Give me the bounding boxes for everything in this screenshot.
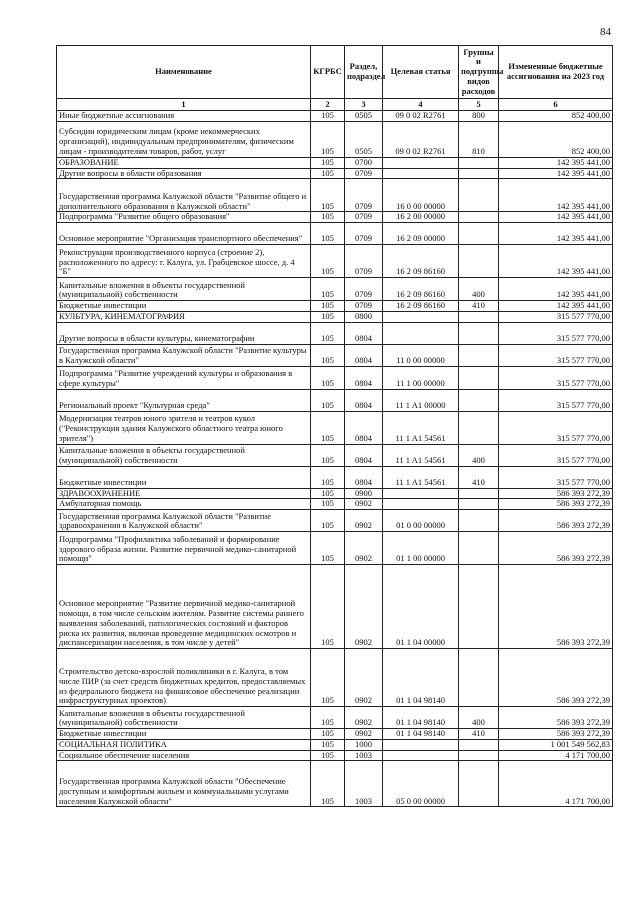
cell-target bbox=[383, 168, 459, 179]
cell-section: 0902 bbox=[345, 729, 383, 740]
cell-section: 0709 bbox=[345, 223, 383, 245]
cell-name: Государственная программа Калужской области "Обеспечение доступным и комфортным жильем и коммунальными услугами населения Калужской области" bbox=[57, 761, 311, 807]
table-row bbox=[57, 322, 613, 344]
cell-section: 0804 bbox=[345, 366, 383, 389]
cell-amount: 142 395 441,00 bbox=[499, 223, 613, 245]
cell-kgrbs: 105 bbox=[311, 212, 345, 223]
cell-group: 410 bbox=[459, 729, 499, 740]
cell-amount: 586 393 272,39 bbox=[499, 488, 613, 499]
cell-target: 01 1 04 00000 bbox=[383, 565, 459, 649]
cell-kgrbs: 105 bbox=[311, 729, 345, 740]
cell-section: 0902 bbox=[345, 510, 383, 532]
cell-group bbox=[459, 245, 499, 278]
cell-name: Амбулаторная помощь bbox=[57, 499, 311, 510]
cell-amount: 142 395 441,00 bbox=[499, 157, 613, 168]
cell-group bbox=[459, 649, 499, 707]
header-amount: Измененные бюджетные ассигнования на 2023 год bbox=[499, 46, 613, 99]
cell-section: 0902 bbox=[345, 707, 383, 729]
cell-target: 01 0 00 00000 bbox=[383, 510, 459, 532]
cell-section: 1000 bbox=[345, 739, 383, 750]
cell-kgrbs: 105 bbox=[311, 223, 345, 245]
cell-group bbox=[459, 157, 499, 168]
cell-kgrbs: 105 bbox=[311, 761, 345, 807]
cell-group bbox=[459, 179, 499, 212]
cell-name: Субсидии юридическим лицам (кроме некоммерческих организаций), индивидуальным предпринимателям, физическим лицам - производителям товаров, работ, услуг bbox=[57, 121, 311, 157]
page-number: 84 bbox=[600, 26, 611, 38]
header-section: Раздел, подраздел bbox=[345, 46, 383, 99]
cell-group: 410 bbox=[459, 466, 499, 488]
column-number: 2 bbox=[311, 99, 345, 111]
cell-name: Другие вопросы в области культуры, кинематографии bbox=[57, 322, 311, 344]
table-row bbox=[57, 411, 613, 444]
cell-target bbox=[383, 322, 459, 344]
cell-section: 0505 bbox=[345, 111, 383, 122]
table-row bbox=[57, 157, 613, 168]
cell-name: Капитальные вложения в объекты государственной (муниципальной) собственности bbox=[57, 444, 311, 466]
cell-group bbox=[459, 532, 499, 565]
cell-kgrbs: 105 bbox=[311, 444, 345, 466]
table-row bbox=[57, 168, 613, 179]
cell-section: 0900 bbox=[345, 488, 383, 499]
cell-section: 0902 bbox=[345, 499, 383, 510]
cell-group: 810 bbox=[459, 121, 499, 157]
cell-section: 0700 bbox=[345, 157, 383, 168]
cell-target: 11 0 00 00000 bbox=[383, 344, 459, 366]
cell-section: 1003 bbox=[345, 750, 383, 761]
cell-section: 0709 bbox=[345, 278, 383, 301]
table-row bbox=[57, 278, 613, 301]
column-number: 1 bbox=[57, 99, 311, 111]
table-row bbox=[57, 111, 613, 122]
cell-target: 01 1 04 98140 bbox=[383, 707, 459, 729]
table-row bbox=[57, 510, 613, 532]
table-row bbox=[57, 223, 613, 245]
cell-name: КУЛЬТУРА, КИНЕМАТОГРАФИЯ bbox=[57, 311, 311, 322]
cell-amount: 315 577 770,00 bbox=[499, 411, 613, 444]
table-row bbox=[57, 366, 613, 389]
table-row bbox=[57, 245, 613, 278]
cell-name: Капитальные вложения в объекты государственной (муниципальной) собственности bbox=[57, 278, 311, 301]
cell-target: 16 0 00 00000 bbox=[383, 179, 459, 212]
cell-name: Бюджетные инвестиции bbox=[57, 729, 311, 740]
cell-section: 0709 bbox=[345, 245, 383, 278]
cell-kgrbs: 105 bbox=[311, 510, 345, 532]
cell-amount: 4 171 700,00 bbox=[499, 761, 613, 807]
table-row bbox=[57, 649, 613, 707]
cell-name: Бюджетные инвестиции bbox=[57, 466, 311, 488]
table-row bbox=[57, 488, 613, 499]
cell-section: 0804 bbox=[345, 389, 383, 411]
cell-section: 1003 bbox=[345, 761, 383, 807]
cell-group bbox=[459, 565, 499, 649]
cell-section: 0902 bbox=[345, 649, 383, 707]
cell-name: Региональный проект "Культурная среда" bbox=[57, 389, 311, 411]
cell-name: Подпрограмма "Профилактика заболеваний и формирование здорового образа жизни. Развитие первичной медико-санитарной помощи" bbox=[57, 532, 311, 565]
table-row bbox=[57, 499, 613, 510]
cell-name: Бюджетные инвестиции bbox=[57, 301, 311, 312]
cell-name: Основное мероприятие "Развитие первичной медико-санитарной помощи, в том числе сельским жителям. Развитие системы раннего выявления заболеваний, патологических состояний и факторов риска их развития, включая проведение медицинских осмотров и диспансеризации населения, в том числе у детей" bbox=[57, 565, 311, 649]
cell-group: 400 bbox=[459, 444, 499, 466]
table-row bbox=[57, 707, 613, 729]
cell-kgrbs: 105 bbox=[311, 322, 345, 344]
cell-name: Другие вопросы в области образования bbox=[57, 168, 311, 179]
cell-amount: 1 001 549 562,83 bbox=[499, 739, 613, 750]
cell-amount: 586 393 272,39 bbox=[499, 649, 613, 707]
table-row bbox=[57, 761, 613, 807]
cell-amount: 586 393 272,39 bbox=[499, 707, 613, 729]
cell-kgrbs: 105 bbox=[311, 301, 345, 312]
cell-target bbox=[383, 499, 459, 510]
cell-target: 05 0 00 00000 bbox=[383, 761, 459, 807]
cell-group bbox=[459, 739, 499, 750]
table-row bbox=[57, 311, 613, 322]
cell-name: Подпрограмма "Развитие учреждений культуры и образования в сфере культуры" bbox=[57, 366, 311, 389]
cell-name: Государственная программа Калужской области "Развитие общего и дополнительного образования в Калужской области" bbox=[57, 179, 311, 212]
cell-name: Иные бюджетные ассигнования bbox=[57, 111, 311, 122]
column-number-row bbox=[57, 99, 613, 111]
cell-name: Реконструкция производственного корпуса (строение 2), расположенного по адресу: г. Калуга, ул. Грабцевское шоссе, д. 4 "Б" bbox=[57, 245, 311, 278]
cell-target: 01 1 00 00000 bbox=[383, 532, 459, 565]
cell-section: 0804 bbox=[345, 344, 383, 366]
cell-group bbox=[459, 212, 499, 223]
cell-kgrbs: 105 bbox=[311, 245, 345, 278]
cell-section: 0804 bbox=[345, 444, 383, 466]
table-row bbox=[57, 750, 613, 761]
cell-amount: 852 400,00 bbox=[499, 111, 613, 122]
cell-target: 09 0 02 R2761 bbox=[383, 121, 459, 157]
cell-name: Подпрограмма "Развитие общего образования" bbox=[57, 212, 311, 223]
cell-name: Модернизация театров юного зрителя и театров кукол ("Реконструкция здания Калужского областного театра юного зрителя") bbox=[57, 411, 311, 444]
cell-group bbox=[459, 499, 499, 510]
cell-amount: 315 577 770,00 bbox=[499, 322, 613, 344]
table-row bbox=[57, 121, 613, 157]
cell-amount: 315 577 770,00 bbox=[499, 344, 613, 366]
cell-amount: 586 393 272,39 bbox=[499, 499, 613, 510]
cell-kgrbs: 105 bbox=[311, 411, 345, 444]
cell-name: Государственная программа Калужской области "Развитие здравоохранения в Калужской области" bbox=[57, 510, 311, 532]
column-number: 3 bbox=[345, 99, 383, 111]
budget-table bbox=[56, 45, 613, 807]
cell-target: 16 2 09 86160 bbox=[383, 278, 459, 301]
cell-kgrbs: 105 bbox=[311, 311, 345, 322]
cell-target: 01 1 04 98140 bbox=[383, 729, 459, 740]
cell-amount: 586 393 272,39 bbox=[499, 510, 613, 532]
cell-amount: 142 395 441,00 bbox=[499, 245, 613, 278]
header-row bbox=[57, 46, 613, 99]
cell-amount: 142 395 441,00 bbox=[499, 301, 613, 312]
cell-amount: 142 395 441,00 bbox=[499, 212, 613, 223]
cell-kgrbs: 105 bbox=[311, 532, 345, 565]
table-row bbox=[57, 212, 613, 223]
cell-section: 0709 bbox=[345, 301, 383, 312]
cell-amount: 142 395 441,00 bbox=[499, 168, 613, 179]
cell-group bbox=[459, 322, 499, 344]
table-row bbox=[57, 179, 613, 212]
cell-group bbox=[459, 761, 499, 807]
table-row bbox=[57, 444, 613, 466]
cell-group bbox=[459, 344, 499, 366]
header-kgrbs: КГРБС bbox=[311, 46, 345, 99]
cell-kgrbs: 105 bbox=[311, 565, 345, 649]
cell-group: 410 bbox=[459, 301, 499, 312]
cell-name: Капитальные вложения в объекты государственной (муниципальной) собственности bbox=[57, 707, 311, 729]
cell-amount: 142 395 441,00 bbox=[499, 278, 613, 301]
table-row bbox=[57, 344, 613, 366]
cell-kgrbs: 105 bbox=[311, 179, 345, 212]
cell-group bbox=[459, 750, 499, 761]
table-row bbox=[57, 301, 613, 312]
cell-name: ЗДРАВООХРАНЕНИЕ bbox=[57, 488, 311, 499]
cell-section: 0902 bbox=[345, 532, 383, 565]
cell-group: 800 bbox=[459, 111, 499, 122]
cell-kgrbs: 105 bbox=[311, 649, 345, 707]
cell-target: 11 1 00 00000 bbox=[383, 366, 459, 389]
cell-target bbox=[383, 311, 459, 322]
cell-name: Государственная программа Калужской области "Развитие культуры в Калужской области" bbox=[57, 344, 311, 366]
cell-name: Социальное обеспечение населения bbox=[57, 750, 311, 761]
table-row bbox=[57, 532, 613, 565]
cell-kgrbs: 105 bbox=[311, 278, 345, 301]
cell-amount: 315 577 770,00 bbox=[499, 366, 613, 389]
cell-target: 09 0 02 R2761 bbox=[383, 111, 459, 122]
cell-section: 0800 bbox=[345, 311, 383, 322]
table-row bbox=[57, 739, 613, 750]
cell-target: 01 1 04 98140 bbox=[383, 649, 459, 707]
cell-section: 0709 bbox=[345, 179, 383, 212]
cell-kgrbs: 105 bbox=[311, 466, 345, 488]
cell-section: 0709 bbox=[345, 168, 383, 179]
cell-target: 16 2 09 00000 bbox=[383, 223, 459, 245]
cell-amount: 315 577 770,00 bbox=[499, 311, 613, 322]
table-body bbox=[57, 111, 613, 807]
cell-kgrbs: 105 bbox=[311, 121, 345, 157]
cell-group bbox=[459, 168, 499, 179]
cell-target: 11 1 A1 54561 bbox=[383, 466, 459, 488]
cell-name: Строительство детско-взрослой поликлиники в г. Калуга, в том числе ПИР (за счет средств бюджетных кредитов, предоставляемых из федерального бюджета на финансовое обеспечение реализации инфраструктурных проектов) bbox=[57, 649, 311, 707]
cell-amount: 586 393 272,39 bbox=[499, 729, 613, 740]
cell-target: 16 2 09 86160 bbox=[383, 301, 459, 312]
cell-target bbox=[383, 739, 459, 750]
cell-amount: 586 393 272,39 bbox=[499, 565, 613, 649]
cell-amount: 586 393 272,39 bbox=[499, 532, 613, 565]
cell-group bbox=[459, 510, 499, 532]
cell-kgrbs: 105 bbox=[311, 499, 345, 510]
cell-kgrbs: 105 bbox=[311, 389, 345, 411]
cell-amount: 315 577 770,00 bbox=[499, 466, 613, 488]
cell-kgrbs: 105 bbox=[311, 157, 345, 168]
header-target: Целевая статья bbox=[383, 46, 459, 99]
table-row bbox=[57, 466, 613, 488]
cell-amount: 315 577 770,00 bbox=[499, 444, 613, 466]
cell-target: 11 1 A1 54561 bbox=[383, 444, 459, 466]
cell-amount: 4 171 700,00 bbox=[499, 750, 613, 761]
cell-kgrbs: 105 bbox=[311, 707, 345, 729]
cell-target bbox=[383, 488, 459, 499]
cell-name: ОБРАЗОВАНИЕ bbox=[57, 157, 311, 168]
cell-kgrbs: 105 bbox=[311, 168, 345, 179]
cell-group bbox=[459, 488, 499, 499]
cell-group bbox=[459, 389, 499, 411]
cell-group bbox=[459, 223, 499, 245]
cell-name: Основное мероприятие "Организация транспортного обеспечения" bbox=[57, 223, 311, 245]
cell-target: 16 2 09 86160 bbox=[383, 245, 459, 278]
column-number: 6 bbox=[499, 99, 613, 111]
cell-kgrbs: 105 bbox=[311, 344, 345, 366]
cell-target bbox=[383, 157, 459, 168]
table-row bbox=[57, 729, 613, 740]
column-number: 5 bbox=[459, 99, 499, 111]
cell-group bbox=[459, 311, 499, 322]
cell-kgrbs: 105 bbox=[311, 111, 345, 122]
cell-amount: 852 400,00 bbox=[499, 121, 613, 157]
cell-target: 11 1 A1 54561 bbox=[383, 411, 459, 444]
cell-target: 16 2 00 00000 bbox=[383, 212, 459, 223]
cell-amount: 142 395 441,00 bbox=[499, 179, 613, 212]
cell-kgrbs: 105 bbox=[311, 739, 345, 750]
cell-group: 400 bbox=[459, 278, 499, 301]
cell-section: 0804 bbox=[345, 322, 383, 344]
cell-section: 0804 bbox=[345, 411, 383, 444]
cell-kgrbs: 105 bbox=[311, 366, 345, 389]
table-row bbox=[57, 389, 613, 411]
cell-section: 0709 bbox=[345, 212, 383, 223]
header-groups: Группы и подгруппы видов расходов bbox=[459, 46, 499, 99]
table-row bbox=[57, 565, 613, 649]
cell-target bbox=[383, 750, 459, 761]
cell-section: 0505 bbox=[345, 121, 383, 157]
cell-name: СОЦИАЛЬНАЯ ПОЛИТИКА bbox=[57, 739, 311, 750]
cell-section: 0804 bbox=[345, 466, 383, 488]
cell-section: 0902 bbox=[345, 565, 383, 649]
cell-target: 11 1 A1 00000 bbox=[383, 389, 459, 411]
cell-group: 400 bbox=[459, 707, 499, 729]
cell-group bbox=[459, 411, 499, 444]
header-name: Наименование bbox=[57, 46, 311, 99]
cell-kgrbs: 105 bbox=[311, 488, 345, 499]
cell-kgrbs: 105 bbox=[311, 750, 345, 761]
cell-amount: 315 577 770,00 bbox=[499, 389, 613, 411]
cell-group bbox=[459, 366, 499, 389]
column-number: 4 bbox=[383, 99, 459, 111]
